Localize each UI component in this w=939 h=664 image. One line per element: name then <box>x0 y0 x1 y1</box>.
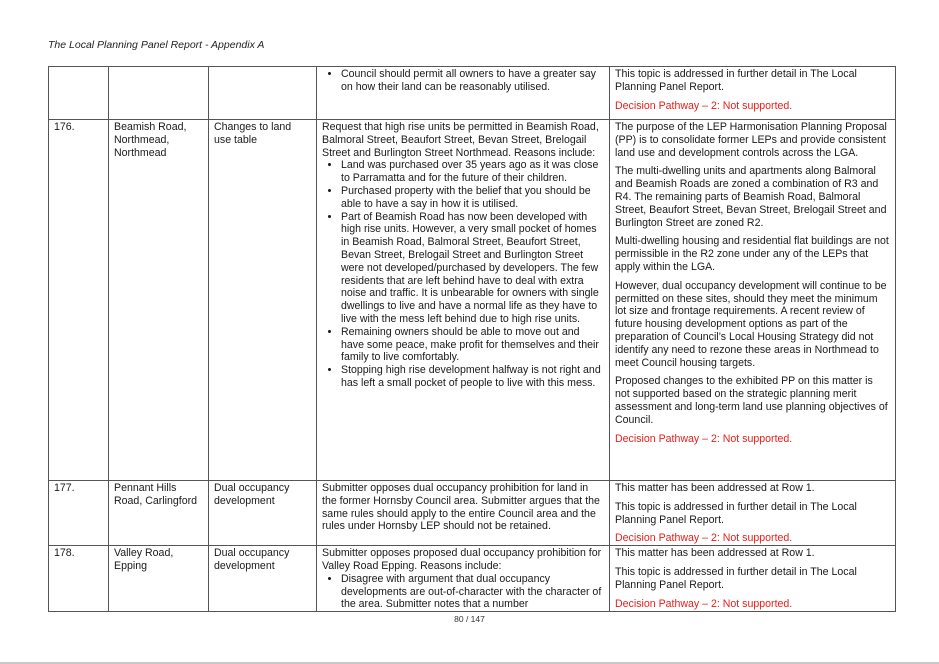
response-paragraph: Multi-dwelling housing and residential flat buildings are not permissible in the R2 zone under any of the LEPs that apply within the LGA. <box>615 235 889 273</box>
row-number-cell <box>49 67 109 120</box>
location-cell: Beamish Road, Northmead, Northmead <box>109 120 209 481</box>
submission-intro: Request that high rise units be permitted in Beamish Road, Balmoral Street, Beaufort Street, Bevan Street, Brelogail Street and Burlington Street Northmead. Reasons include: <box>322 121 599 159</box>
submission-intro: Submitter opposes dual occupancy prohibition for land in the former Hornsby Council area. Submitter argues that the same rules should apply to the entire Council area and the rules under Hornsby LEP should not be retained. <box>322 482 600 533</box>
response-paragraph: Proposed changes to the exhibited PP on this matter is not supported based on the strategic planning merit assessment and long-term land use planning objectives of Council. <box>615 375 888 426</box>
topic-cell: Dual occupancy development <box>209 546 317 612</box>
page-header: The Local Planning Panel Report - Appendix A <box>48 39 265 51</box>
response-paragraph: The multi-dwelling units and apartments along Balmoral and Beamish Roads are zoned a combination of R3 and R4. The remaining parts of Beamish Road, Balmoral Street, Beaufort Street, Bevan Street, Brelogail Street and Burlington Street are zoned R2. <box>615 165 887 229</box>
submission-bullet: • Stopping high rise development halfway is not right and has left a small pocket of people to live with this mess. <box>341 364 604 390</box>
submission-cell <box>317 481 610 546</box>
response-cell <box>610 481 896 546</box>
decision-pathway: Decision Pathway – 2: Not supported. <box>615 532 793 545</box>
response-paragraph: This matter has been addressed at Row 1. <box>615 482 815 494</box>
location-cell: Valley Road, Epping <box>109 546 209 612</box>
table-row <box>49 481 896 546</box>
response-cell <box>610 120 896 481</box>
response-cell <box>610 67 896 120</box>
row-number-cell: 177. <box>49 481 109 546</box>
table-row <box>49 67 896 120</box>
decision-pathway: Decision Pathway – 2: Not supported. <box>615 432 793 445</box>
submission-bullet: • Disagree with argument that dual occupancy developments are out-of-character with the character of the area. Submitter notes that a number <box>341 573 604 611</box>
submission-cell <box>317 120 610 481</box>
submission-bullet: • Land was purchased over 35 years ago as it was close to Parramatta and for the future of their children. <box>341 159 604 185</box>
row-number-cell: 178. <box>49 546 109 612</box>
topic-cell: Changes to land use table <box>209 120 317 481</box>
submission-bullet-list <box>322 573 604 611</box>
response-paragraph: The purpose of the LEP Harmonisation Planning Proposal (PP) is to consolidate former LEPs and provide consistent land use and development controls across the LGA. <box>615 121 887 159</box>
submission-bullet: • Remaining owners should be able to move out and have some peace, make profit for themselves and their family to live comfortably. <box>341 326 604 364</box>
response-paragraph: This matter has been addressed at Row 1. <box>615 547 815 560</box>
response-cell <box>610 546 896 612</box>
topic-cell <box>209 67 317 120</box>
row-number-cell: 176. <box>49 120 109 481</box>
submission-bullet: • Council should permit all owners to have a greater say on how their land can be reasonably utilised. <box>341 68 604 94</box>
submissions-table <box>48 66 896 612</box>
submission-bullet: • Part of Beamish Road has now been developed with high rise units. However, a very small pocket of homes in Beamish Road, Balmoral Street, Beaufort Street, Bevan Street, Brelogail Street and Burlington Street were not developed/purchased by developers. The few residents that are left behind have to deal with extra noise and traffic. It is unbearable for owners with single dwellings to live and have a normal life as they have to live with the mess left behind due to high rise units. <box>341 211 604 326</box>
submission-bullet: • Purchased property with the belief that you should be able to have a say in how it is utilised. <box>341 185 604 211</box>
table-row <box>49 120 896 481</box>
decision-pathway: Decision Pathway – 2: Not supported. <box>615 597 793 610</box>
topic-cell: Dual occupancy development <box>209 481 317 546</box>
response-paragraph: This topic is addressed in further detail in The Local Planning Panel Report. <box>615 565 857 591</box>
response-paragraph: This topic is addressed in further detail in The Local Planning Panel Report. <box>615 500 857 526</box>
page-number: 80 / 147 <box>454 614 485 624</box>
location-cell: Pennant Hills Road, Carlingford <box>109 481 209 546</box>
submission-cell <box>317 67 610 120</box>
submission-cell <box>317 546 610 612</box>
location-cell <box>109 67 209 120</box>
submission-bullet-list <box>322 159 604 389</box>
submission-intro: Submitter opposes proposed dual occupancy prohibition for Valley Road Epping. Reasons include: <box>322 547 602 572</box>
submission-bullet-list <box>322 68 604 94</box>
decision-pathway: Decision Pathway – 2: Not supported. <box>615 99 793 112</box>
response-paragraph: This topic is addressed in further detail in The Local Planning Panel Report. <box>615 68 857 93</box>
table-row <box>49 546 896 612</box>
response-paragraph: However, dual occupancy development will continue to be permitted on these sites, should they meet the minimum lot size and frontage requirements. A recent review of future housing development options as part of the preparation of Council’s Local Housing Strategy did not identify any need to rezone these areas in Northmead to meet Council housing targets. <box>615 279 887 369</box>
